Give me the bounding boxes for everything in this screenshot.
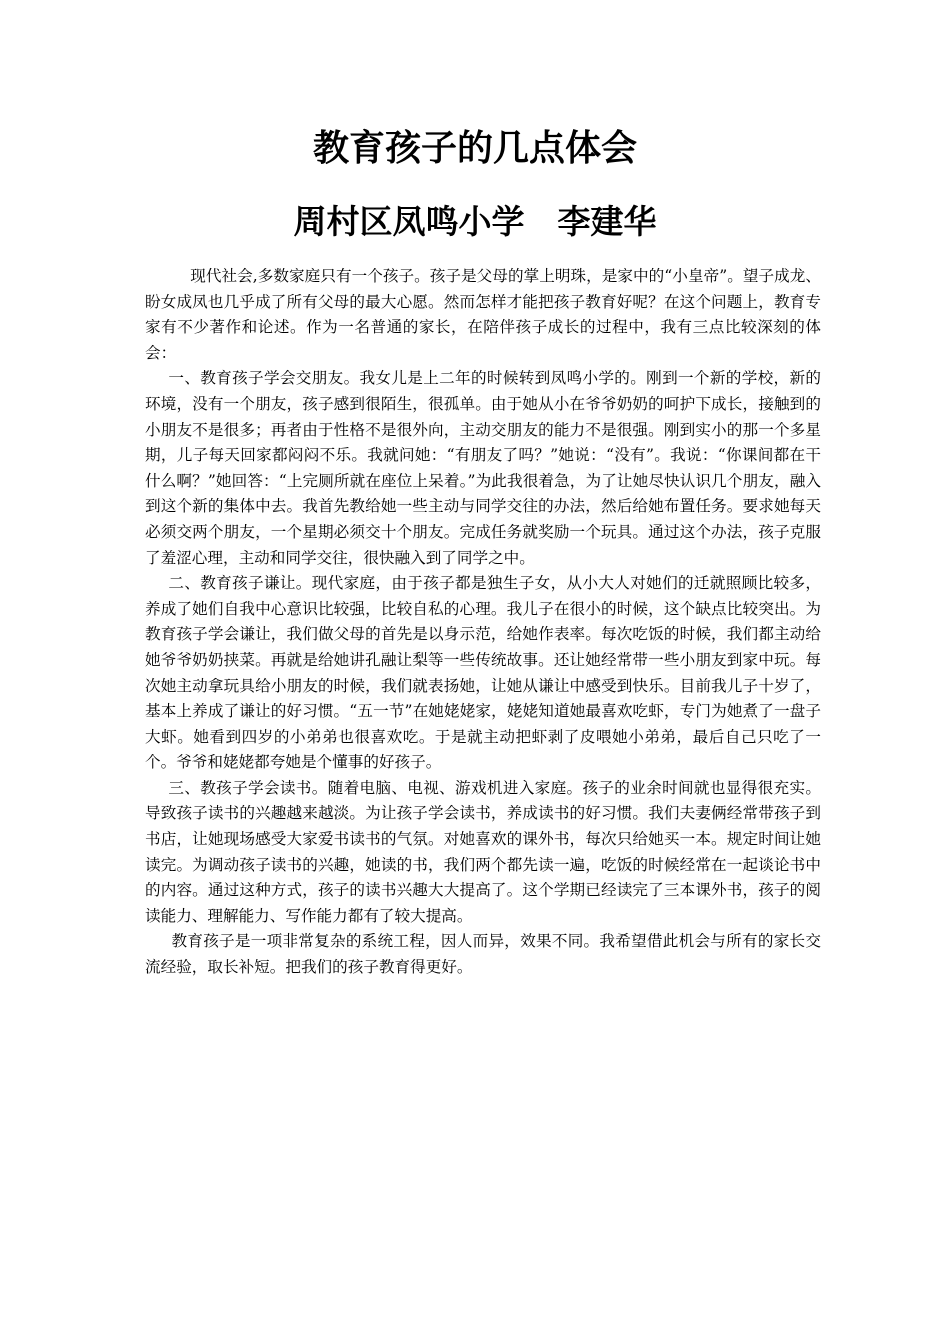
paragraph-point-three: 三、教孩子学会读书。随着电脑、电视、游戏机进入家庭。孩子的业余时间就也显得很充实。导致孩子读书的兴趣越来越淡。为让孩子学会读书，养成读书的好习惯。我们夫妻俩经常带孩子到书店，让她现场感受大家爱书读书的气氛。对她喜欢的课外书，每次只给她买一本。规定时间让她读完。为调动孩子读书的兴趣，她读的书，我们两个都先读一遍，吃饭的时候经常在一起谈论书中的内容。通过这种方式，孩子的读书兴趣大大提高了。这个学期已经读完了三本课外书，孩子的阅读能力、理解能力、写作能力都有了较大提高。 xyxy=(145,778,821,925)
paragraph-intro: 现代社会,多数家庭只有一个孩子。孩子是父母的掌上明珠，是家中的“小皇帝”。望子成龙、盼女成凤也几乎成了所有父母的最大心愿。然而怎样才能把孩子教育好呢？在这个问题上，教育专家有不少著作和论述。作为一名普通的家长，在陪伴孩子成长的过程中，我有三点比较深刻的体会： xyxy=(145,267,821,362)
paragraph-conclusion: 教育孩子是一项非常复杂的系统工程，因人而异，效果不同。我希望借此机会与所有的家长交流经验，取长补短。把我们的孩子教育得更好。 xyxy=(145,932,821,977)
document-title: 教育孩子的几点体会 xyxy=(312,128,637,169)
document-body xyxy=(145,264,821,981)
document-subtitle: 周村区凤鸣小学 李建华 xyxy=(293,202,657,241)
paragraph-point-one: 一、教育孩子学会交朋友。我女儿是上二年的时候转到凤鸣小学的。刚到一个新的学校，新的环境，没有一个朋友，孩子感到很陌生，很孤单。由于她从小在爷爷奶奶的呵护下成长，接触到的小朋友不是很多；再者由于性格不是很外向，主动交朋友的能力不是很强。刚到实小的那一个多星期，儿子每天回家都闷闷不乐。我就问她：“有朋友了吗？”她说：“没有”。我说：“你课间都在干什么啊？”她回答：“上完厕所就在座位上呆着。”为此我很着急，为了让她尽快认识几个朋友，融入到这个新的集体中去。我首先教给她一些主动与同学交往的办法，然后给她布置任务。要求她每天必须交两个朋友，一个星期必须交十个朋友。完成任务就奖励一个玩具。通过这个办法，孩子克服了羞涩心理，主动和同学交往，很快融入到了同学之中。 xyxy=(145,369,821,567)
paragraph-point-two: 二、教育孩子谦让。现代家庭，由于孩子都是独生子女，从小大人对她们的迁就照顾比较多，养成了她们自我中心意识比较强，比较自私的心理。我儿子在很小的时候，这个缺点比较突出。为教育孩子学会谦让，我们做父母的首先是以身示范，给她作表率。每次吃饭的时候，我们都主动给她爷爷奶奶挟菜。再就是给她讲孔融让梨等一些传统故事。还让她经常带一些小朋友到家中玩。每次她主动拿玩具给小朋友的时候，我们就表扬她，让她从谦让中感受到快乐。目前我儿子十岁了，基本上养成了谦让的好习惯。“五一节”在她姥姥家，姥姥知道她最喜欢吃虾，专门为她煮了一盘子大虾。她看到四岁的小弟弟也很喜欢吃。于是就主动把虾剥了皮喂她小弟弟，最后自己只吃了一个。爷爷和姥姥都夸她是个懂事的好孩子。 xyxy=(145,574,821,772)
